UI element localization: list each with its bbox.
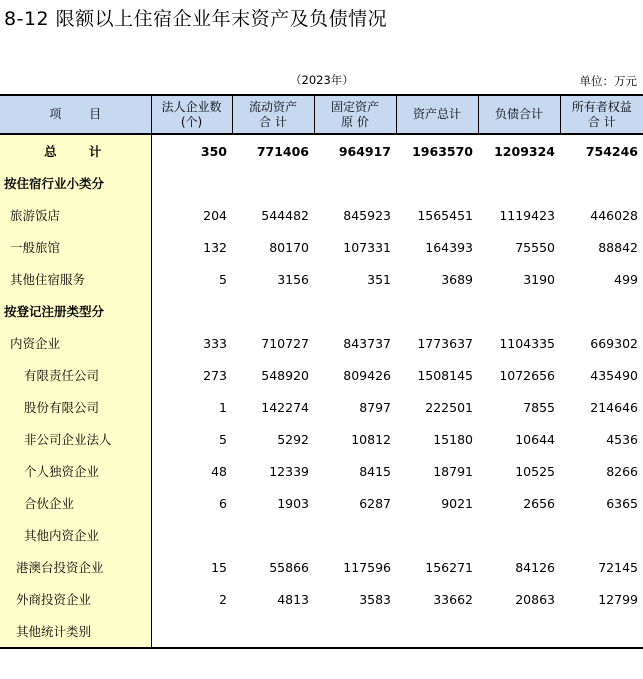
table-cell: 8797 (359, 399, 391, 415)
table-cell: 15 (211, 559, 227, 575)
row-label: 合伙企业 (0, 487, 151, 519)
table-cell: 435490 (590, 367, 638, 383)
table-cell (232, 519, 314, 551)
table-cell: 156271 (425, 559, 473, 575)
table-cell: 88842 (598, 239, 638, 255)
table-cell: 48 (211, 463, 227, 479)
row-label: 按住宿行业小类分 (0, 167, 151, 199)
page-title: 8-12 限额以上住宿企业年末资产及负债情况 (4, 8, 388, 30)
row-label: 股份有限公司 (0, 391, 151, 423)
table-cell (396, 167, 478, 199)
table-cell (560, 295, 643, 327)
header-total-assets: 资产总计 (396, 95, 478, 134)
header-fixed-assets: 固定资产 原 价 (314, 95, 396, 134)
table-cell: 1209324 (494, 143, 555, 159)
table-cell: 809426 (343, 367, 391, 383)
table-cell: 845923 (343, 207, 391, 223)
header-enterprises: 法人企业数 (个) (151, 95, 232, 134)
table-cell: 499 (614, 271, 638, 287)
table-row (0, 583, 643, 615)
table-cell (314, 615, 396, 648)
table-row (0, 423, 643, 455)
table-row (0, 295, 643, 327)
row-label: 内资企业 (0, 327, 151, 359)
table-row (0, 263, 643, 295)
table-row (0, 327, 643, 359)
table-cell: 754246 (585, 143, 638, 159)
row-label: 总 计 (0, 134, 151, 167)
table-cell (232, 167, 314, 199)
table-cell (232, 295, 314, 327)
table-cell: 164393 (425, 239, 473, 255)
table-cell (314, 295, 396, 327)
table-cell: 33662 (433, 591, 473, 607)
table-cell: 80170 (269, 239, 309, 255)
row-label: 旅游饭店 (0, 199, 151, 231)
table-cell: 132 (203, 239, 227, 255)
table-cell: 3190 (523, 271, 555, 287)
table-cell: 1072656 (499, 367, 555, 383)
table-cell (396, 295, 478, 327)
table-row (0, 231, 643, 263)
table-row (0, 551, 643, 583)
table-row (0, 199, 643, 231)
table-cell (560, 519, 643, 551)
header-row (0, 95, 643, 134)
table-cell (560, 615, 643, 648)
table-cell: 1565451 (417, 207, 473, 223)
header-current-assets: 流动资产 合 计 (232, 95, 314, 134)
table-cell (151, 519, 232, 551)
table-cell: 964917 (338, 143, 391, 159)
table-row (0, 519, 643, 551)
table-cell: 1773637 (417, 335, 473, 351)
table-cell: 3156 (277, 271, 309, 287)
table-cell (151, 167, 232, 199)
row-label: 非公司企业法人 (0, 423, 151, 455)
table-cell: 10644 (515, 431, 555, 447)
row-label: 其他住宿服务 (0, 263, 151, 295)
table-cell: 222501 (425, 399, 473, 415)
table-cell: 843737 (343, 335, 391, 351)
table-cell: 1104335 (499, 335, 555, 351)
table-cell: 6287 (359, 495, 391, 511)
table-cell: 12799 (598, 591, 638, 607)
table-cell: 12339 (269, 463, 309, 479)
table-cell: 8415 (359, 463, 391, 479)
row-label: 有限责任公司 (0, 359, 151, 391)
table-cell: 72145 (598, 559, 638, 575)
table-cell (478, 167, 560, 199)
table-cell (396, 519, 478, 551)
table-cell (314, 167, 396, 199)
data-table (0, 94, 643, 649)
table-cell: 3583 (359, 591, 391, 607)
table-cell: 10812 (351, 431, 391, 447)
table-cell: 84126 (515, 559, 555, 575)
table-cell: 10525 (515, 463, 555, 479)
table-cell: 273 (203, 367, 227, 383)
header-owners-equity: 所有者权益 合 计 (560, 95, 643, 134)
table-cell: 5292 (277, 431, 309, 447)
unit-label: 单位：万元 (579, 74, 637, 88)
table-cell: 446028 (590, 207, 638, 223)
table-cell: 350 (200, 143, 227, 159)
row-label: 一般旅馆 (0, 231, 151, 263)
table-cell (314, 519, 396, 551)
table-cell: 20863 (515, 591, 555, 607)
table-cell (560, 167, 643, 199)
table-cell: 9021 (441, 495, 473, 511)
table-cell: 1119423 (499, 207, 555, 223)
row-label: 其他内资企业 (0, 519, 151, 551)
table-row (0, 615, 643, 648)
table-cell: 333 (203, 335, 227, 351)
table-cell: 710727 (261, 335, 309, 351)
table-cell: 55866 (269, 559, 309, 575)
year-label: （2023年） (290, 73, 354, 87)
table-cell (151, 295, 232, 327)
table-cell: 548920 (261, 367, 309, 383)
table-cell: 214646 (590, 399, 638, 415)
table-cell (478, 519, 560, 551)
table-cell: 1 (219, 399, 227, 415)
row-label: 个人独资企业 (0, 455, 151, 487)
table-cell: 1963570 (412, 143, 473, 159)
table-row (0, 167, 643, 199)
table-cell: 1508145 (417, 367, 473, 383)
table-row (0, 391, 643, 423)
table-cell: 6365 (606, 495, 638, 511)
table-cell: 771406 (256, 143, 309, 159)
table-cell (478, 295, 560, 327)
table-cell (478, 615, 560, 648)
table-cell (232, 615, 314, 648)
table-cell: 544482 (261, 207, 309, 223)
table-cell: 5 (219, 431, 227, 447)
row-label: 外商投资企业 (0, 583, 151, 615)
table-row (0, 455, 643, 487)
table-cell: 204 (203, 207, 227, 223)
table-cell: 1903 (277, 495, 309, 511)
table-cell: 117596 (343, 559, 391, 575)
row-label: 港澳台投资企业 (0, 551, 151, 583)
table-row (0, 487, 643, 519)
table-row (0, 134, 643, 167)
table-cell: 6 (219, 495, 227, 511)
header-total-liabilities: 负债合计 (478, 95, 560, 134)
table-cell: 75550 (515, 239, 555, 255)
table-cell: 669302 (590, 335, 638, 351)
table-cell: 4536 (606, 431, 638, 447)
table-cell: 7855 (523, 399, 555, 415)
table-cell: 8266 (606, 463, 638, 479)
table-cell: 107331 (343, 239, 391, 255)
table-cell (151, 615, 232, 648)
header-item: 项 目 (0, 95, 151, 134)
table-cell: 15180 (433, 431, 473, 447)
table-cell: 351 (367, 271, 391, 287)
table-cell: 142274 (261, 399, 309, 415)
table-cell: 2656 (523, 495, 555, 511)
row-label: 按登记注册类型分 (0, 295, 151, 327)
table-cell: 3689 (441, 271, 473, 287)
table-cell: 18791 (433, 463, 473, 479)
row-label: 其他统计类别 (0, 615, 151, 648)
table-row (0, 359, 643, 391)
table-cell: 4813 (277, 591, 309, 607)
table-cell: 5 (219, 271, 227, 287)
table-cell: 2 (219, 591, 227, 607)
table-cell (396, 615, 478, 648)
